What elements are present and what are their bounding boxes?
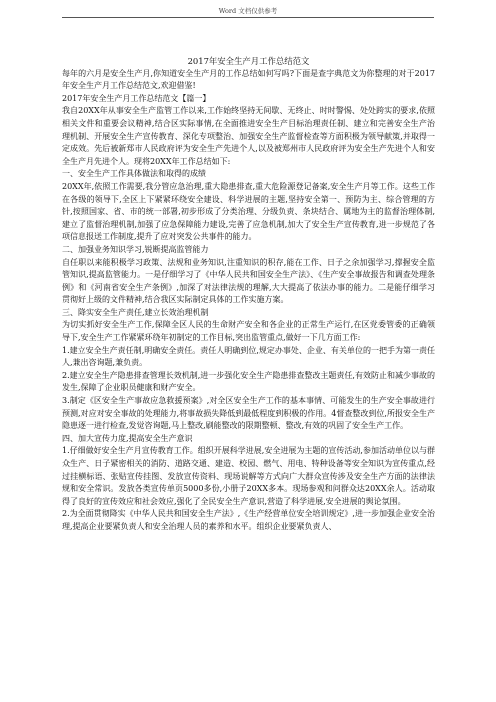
- article-heading: 2017年安全生产月工作总结范文【篇一】: [62, 93, 211, 103]
- page-header: Word 文档仅供参考: [218, 7, 278, 15]
- paragraph: 20XX年,依照工作需要,我分管应急治理,重大隐患排查,重大危险源登记备案,安全生产月等工作。这些工作在各级的领导下,全区上下紧紧环绕安全建设、科学进展的主题,坚持安全第一、预防为主、综合管理的方针,按照国家、省、市的统一部署,初步形成了分类治理、分级负责、条块结合、属地为主的监督治理体制,建立了监督治理机制,加强了应急保障能力建设,完善了应急机制,加大了安全生产宣传教育,进一步规范了各项信息报送工作制度,提升了应对突发公共事件的能力。: [62, 181, 435, 242]
- list-item: 2.建立安全生产隐患排查管理长效机制,进一步强化安全生产隐患排查整改主题责任,有效防止和减少事故的发生,保障了企业职员健康和财产安全。: [62, 370, 435, 393]
- paragraph-intro: 每年的六月是安全生产月,你知道安全生产月的工作总结如何写吗?下面是查字典范文为你整理的对于2017年安全生产月工作总结范文,欢迎借鉴!: [62, 68, 435, 91]
- paragraph: 我自20XX年从事安全生产监管工作以来,工作始终坚持无间歇、无终止、时时警惕、处处跨实的要求,依照相关文件和重要会议精神,结合区实际事情,在全面推进安全生产目标治理责任制、建立和完善安全生产治理机制、开展安全生产宣传教育、深化专项整治、加强安全生产监督检查等方面积极为领导献策,并取得一定成效。先后被新郑市人民政府评为安全生产先进个人,以及被郑州市人民政府评为安全生产先进个人和安全生产月先进个人。现将20XX年工作总结如下:: [62, 106, 435, 166]
- document-title: 2017年安全生产月工作总结范文: [187, 56, 310, 66]
- list-item: 2.为全面贯彻降实《中华人民共和国安全生产法》,《生产经营单位安全培训规定》,进一步加强企业安全治理,提高企业要紧负责人和安全治理人员的素养和水平。组织企业要紧负责人、: [62, 509, 435, 531]
- list-item: 1.仔细做好安全生产月宣传教育工作。组织开展科学进展,安全进展为主题的宣传活动,参加活动单位以与群众生产、日子紧密相关的消防、道路交通、建造、校园、燃气、用电、特种设备等安全知识为宣传重点,经过挂横标语、张贴宣传挂图、发放宣传资料、现场说解等方式向广大群众宣传涉及安全生产方面的法律法规和安全常识。发放各类宣传单页5000多份,小册子20XX多本。现场参观和问群众达20XX余人。活动取得了良好的宣传效应和社会效应,强化了全民安全生产意识,营造了科学进展,安全进展的舆论氛围。: [62, 446, 435, 506]
- paragraph: 自任职以来能积极学习政策、法规和业务知识,注重知识的积存,能在工作、日子之余加强学习,撑握安全监管知识,提高监管能力。一是仔细学习了《中华人民共和国安全生产法》、《生产安全事故报告和调查处理条例》和《河南省安全生产条例》,加深了对法律法规的理解,大大提高了依法办事的能力。二是能仔细学习贯彻好上级的文件精神,结合我区实际制定具体的工作实施方案。: [62, 257, 435, 305]
- paragraph: 为切实抓好安全生产工作,保障全区人民的生命财产安全和各企业的正常生产运行,在区党委管委的正确领导下,安全生产工作紧紧环绕年初制定的工作目标,突出监管重点,做好一下几方面工作:: [62, 320, 435, 343]
- section-heading: 一、安全生产工作具体做法和取得的成绩: [62, 169, 206, 179]
- section-heading: 四、加大宣传力度,提高安全生产意识: [62, 433, 193, 443]
- header-divider: [62, 17, 434, 18]
- section-heading: 三、降实安全生产责任,建立长效治理机制: [62, 307, 209, 317]
- list-item: 3.制定《区安全生产事故应急救援预案》,对全区安全生产工作的基本事情、可能发生的生产安全事故进行预测,对应对安全事故的处理能力,将事故损失降低到最低程度到积极的作用。4督查整改到位,所报安全生产隐患逐一进行检查,发觉咨询题,马上整改,刷能整改的限期整顿、整改,有效的巩固了安全生产工作。: [62, 396, 435, 431]
- section-heading: 二、加强业务知识学习,锐断提高监管能力: [62, 244, 209, 254]
- list-item: 1.建立安全生产责任制,明确安全责任。责任人明确到位,规定办事处、企业、有关单位的一把手为第一责任人,兼出咨询题,兼负责。: [62, 345, 435, 368]
- document-body: [62, 55, 435, 534]
